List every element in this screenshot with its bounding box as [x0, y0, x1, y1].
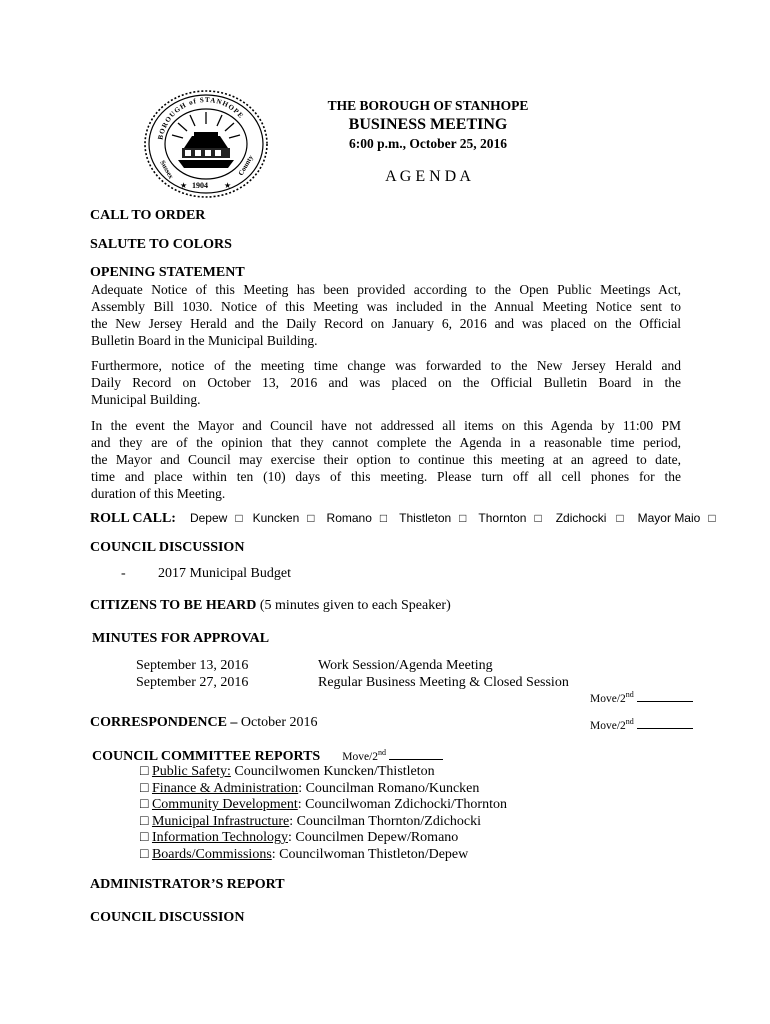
p3-line: and they are of the opinion that they cannot complete the Agenda in a reasonable time period,: [91, 435, 681, 450]
minutes-heading: MINUTES FOR APPROVAL: [92, 631, 270, 646]
committee-item: [140, 814, 507, 831]
svg-text:★: ★: [180, 181, 188, 190]
roll-call-label: ROLL CALL:: [90, 511, 176, 526]
seal-left-text: Sussex: [158, 159, 176, 181]
committee-heading: COUNCIL COMMITTEE REPORTS: [92, 749, 321, 764]
committee-members: : Councilman Romano/Kuncken: [298, 780, 480, 796]
p2-line: Furthermore, notice of the meeting time change was forwarded to the New Jersey Herald and: [91, 358, 681, 373]
roll-call-kuncken: Kuncken: [252, 511, 300, 525]
call-to-order-heading: CALL TO ORDER: [90, 208, 206, 223]
discussion-dash: -: [121, 566, 126, 581]
minutes-desc-2: Regular Business Meeting & Closed Session: [318, 675, 569, 690]
p3-line: duration of this Meeting.: [91, 486, 226, 501]
opening-paragraph-1: [91, 281, 681, 349]
minutes-date-1: September 13, 2016: [136, 658, 249, 673]
seal-year: 1904: [192, 181, 208, 190]
checkbox-depew[interactable]: □: [235, 511, 243, 525]
roll-call-mayor: Mayor Maio: [637, 511, 701, 525]
p1-line: Assembly Bill 1030. Notice of this Meeting was included in the Annual Meeting Notice sent to: [91, 299, 681, 314]
committee-name: Finance & Administration: [151, 780, 299, 796]
committee-move-second: [342, 748, 443, 763]
seal-right-text: County: [236, 153, 255, 177]
discussion-item: 2017 Municipal Budget: [158, 566, 291, 581]
committee-name: Boards/Commissions: [151, 846, 272, 862]
move-blank-line: [637, 701, 693, 702]
checkbox-romano[interactable]: □: [379, 511, 388, 525]
checkbox-thistleton[interactable]: □: [459, 511, 467, 525]
roll-call-depew: Depew: [189, 511, 228, 525]
minutes-move-second: [590, 690, 693, 705]
committee-members: Councilwomen Kuncken/Thistleton: [230, 764, 435, 779]
checkbox-mayor[interactable]: □: [708, 511, 716, 525]
citizens-note: (5 minutes given to each Speaker): [259, 598, 451, 613]
p2-line: Daily Record on October 13, 2016 and was placed on the Official Bulletin Board in the: [91, 375, 681, 390]
correspondence-row: [90, 715, 318, 731]
p2-line: Municipal Building.: [91, 392, 201, 407]
committee-members: : Councilwoman Thistleton/Depew: [271, 846, 469, 862]
move-sup: nd: [378, 748, 386, 758]
committee-members: : Councilman Thornton/Zdichocki: [289, 813, 482, 829]
roll-call-thistleton: Thistleton: [399, 511, 452, 525]
checkbox-thornton[interactable]: □: [534, 511, 542, 525]
roll-call-romano: Romano: [326, 511, 372, 525]
svg-text:★: ★: [224, 181, 232, 190]
p3-line: time and place within ten (10) days of this meeting. Please turn off all cell phones for the: [91, 469, 681, 484]
move-label: Move/2: [590, 692, 626, 705]
p1-line: Adequate Notice of this Meeting has been provided according to the Open Public Meetings Act,: [91, 282, 681, 297]
committee-checkbox[interactable]: □: [140, 813, 149, 829]
borough-title: THE BOROUGH OF STANHOPE: [327, 98, 529, 113]
committee-name: Public Safety:: [151, 764, 231, 779]
committee-item: [140, 830, 507, 847]
committee-checkbox[interactable]: □: [140, 764, 149, 779]
committee-name: Municipal Infrastructure: [151, 813, 290, 829]
council-discussion-heading: COUNCIL DISCUSSION: [90, 540, 245, 555]
borough-seal: [142, 88, 270, 198]
committee-checkbox[interactable]: □: [140, 780, 149, 796]
committee-members: : Councilmen Depew/Romano: [287, 830, 459, 845]
minutes-desc-1: Work Session/Agenda Meeting: [318, 658, 493, 673]
p3-line: the Mayor and Council may exercise their option to continue this meeting at an agreed to date,: [91, 452, 681, 467]
citizens-heading: CITIZENS TO BE HEARD: [90, 598, 257, 613]
opening-statement-heading: OPENING STATEMENT: [90, 265, 245, 280]
committee-list: [140, 764, 507, 863]
committee-checkbox[interactable]: □: [140, 830, 149, 845]
checkbox-zdichocki[interactable]: □: [616, 511, 624, 525]
move-label: Move/2: [590, 719, 626, 732]
committee-members: : Councilwoman Zdichocki/Thornton: [297, 797, 507, 812]
roll-call-zdichocki: Zdichocki: [555, 511, 607, 525]
move-label: Move/2: [342, 751, 378, 763]
seal-top-text: BOROUGH of STANHOPE: [156, 95, 246, 141]
agenda-heading: A G E N D A: [385, 168, 471, 185]
p3-line: In the event the Mayor and Council have not addressed all items on this Agenda by 11:00 PM: [91, 418, 681, 433]
correspondence-month: October 2016: [240, 715, 318, 730]
committee-item: [140, 764, 507, 781]
citizens-row: [90, 598, 451, 614]
move-sup: nd: [625, 690, 634, 699]
committee-checkbox[interactable]: □: [140, 846, 149, 862]
checkbox-kuncken[interactable]: □: [307, 511, 315, 525]
council-discussion-heading-2: COUNCIL DISCUSSION: [90, 910, 245, 925]
p1-line: Bulletin Board in the Municipal Building.: [91, 333, 318, 348]
committee-name: Community Development: [151, 797, 298, 812]
committee-item: [140, 847, 507, 864]
meeting-datetime: 6:00 p.m., October 25, 2016: [349, 136, 507, 151]
salute-heading: SALUTE TO COLORS: [90, 237, 232, 252]
committee-item: [140, 797, 507, 814]
committee-row: [92, 747, 443, 765]
committee-item: [140, 781, 507, 798]
correspondence-move-second: [590, 717, 693, 732]
opening-paragraph-2: [91, 357, 681, 408]
roll-call-row: [90, 509, 716, 527]
p1-line: the New Jersey Herald and the Daily Record on January 6, 2016 and was placed on the Official: [91, 316, 681, 331]
meeting-type-title: BUSINESS MEETING: [348, 116, 508, 133]
committee-name: Information Technology: [151, 830, 288, 845]
committee-checkbox[interactable]: □: [140, 797, 149, 812]
roll-call-thornton: Thornton: [478, 511, 527, 525]
opening-paragraph-3: [91, 417, 681, 502]
administrator-report-heading: ADMINISTRATOR’S REPORT: [90, 877, 285, 892]
move-blank-line: [389, 759, 443, 760]
correspondence-heading: CORRESPONDENCE –: [90, 715, 238, 730]
move-sup: nd: [625, 717, 634, 726]
move-blank-line: [637, 728, 693, 729]
minutes-date-2: September 27, 2016: [136, 675, 249, 690]
